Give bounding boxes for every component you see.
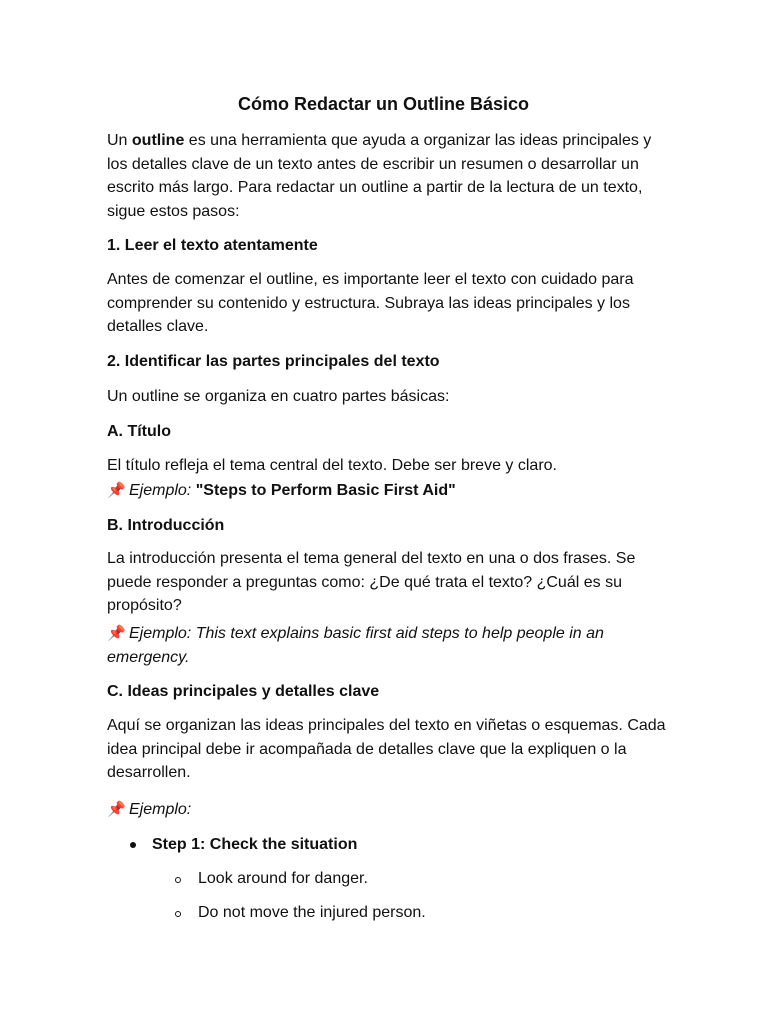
step2-body: Un outline se organiza en cuatro partes básicas: bbox=[107, 388, 450, 405]
example-value: "Steps to Perform Basic First Aid" bbox=[195, 482, 456, 499]
intro-prefix: Un bbox=[107, 132, 132, 149]
sub-bullet-ring bbox=[175, 877, 181, 883]
step2-heading: 2. Identificar las partes principales del texto bbox=[107, 353, 440, 370]
section-c-body: Aquí se organizan las ideas principales del texto en viñetas o esquemas. Cada idea principal debe ir acompañada de detalles clave que la expliquen o la desarrollen. bbox=[107, 717, 666, 781]
sub-bullet-text: Do not move the injured person. bbox=[198, 904, 426, 921]
intro-paragraph bbox=[107, 129, 667, 223]
intro-rest: es una herramienta que ayuda a organizar las ideas principales y los detalles clave de un texto antes de escribir un resumen o desarrollar un escrito más largo. Para redactar un outline a partir de la lectura de un texto, sigue estos pasos: bbox=[107, 132, 652, 220]
section-b-example bbox=[107, 622, 667, 669]
sub-bullet-ring bbox=[175, 911, 181, 917]
section-a-body: El título refleja el tema central del texto. Debe ser breve y claro. bbox=[107, 457, 557, 474]
intro-bold-term: outline bbox=[131, 132, 185, 149]
section-b-body: La introducción presenta el tema general del texto en una o dos frases. Se puede responder a preguntas como: ¿De qué trata el texto? ¿Cuál es su propósito? bbox=[107, 550, 636, 614]
section-b-heading: B. Introducción bbox=[107, 517, 225, 534]
example-text: Ejemplo: This text explains basic first aid steps to help people in an emergency. bbox=[107, 625, 604, 666]
document-title: Cómo Redactar un Outline Básico bbox=[237, 94, 530, 114]
bullet-dot bbox=[130, 842, 136, 848]
pushpin-icon: 📌 bbox=[107, 801, 126, 818]
example-label: Ejemplo: bbox=[129, 482, 192, 499]
section-a-example bbox=[107, 479, 667, 503]
pushpin-icon: 📌 bbox=[107, 482, 126, 499]
step1-body: Antes de comenzar el outline, es importante leer el texto con cuidado para comprender su contenido y estructura. Subraya las ideas principales y los detalles clave. bbox=[107, 271, 634, 335]
bullet-text: Step 1: Check the situation bbox=[152, 836, 358, 853]
sub-bullet-text: Look around for danger. bbox=[198, 870, 368, 887]
example-label: Ejemplo: bbox=[129, 801, 192, 818]
section-a-heading: A. Título bbox=[107, 423, 171, 440]
pushpin-icon: 📌 bbox=[107, 625, 126, 642]
step1-heading: 1. Leer el texto atentamente bbox=[107, 237, 318, 254]
section-c-example bbox=[107, 798, 667, 822]
section-c-heading: C. Ideas principales y detalles clave bbox=[107, 683, 380, 700]
